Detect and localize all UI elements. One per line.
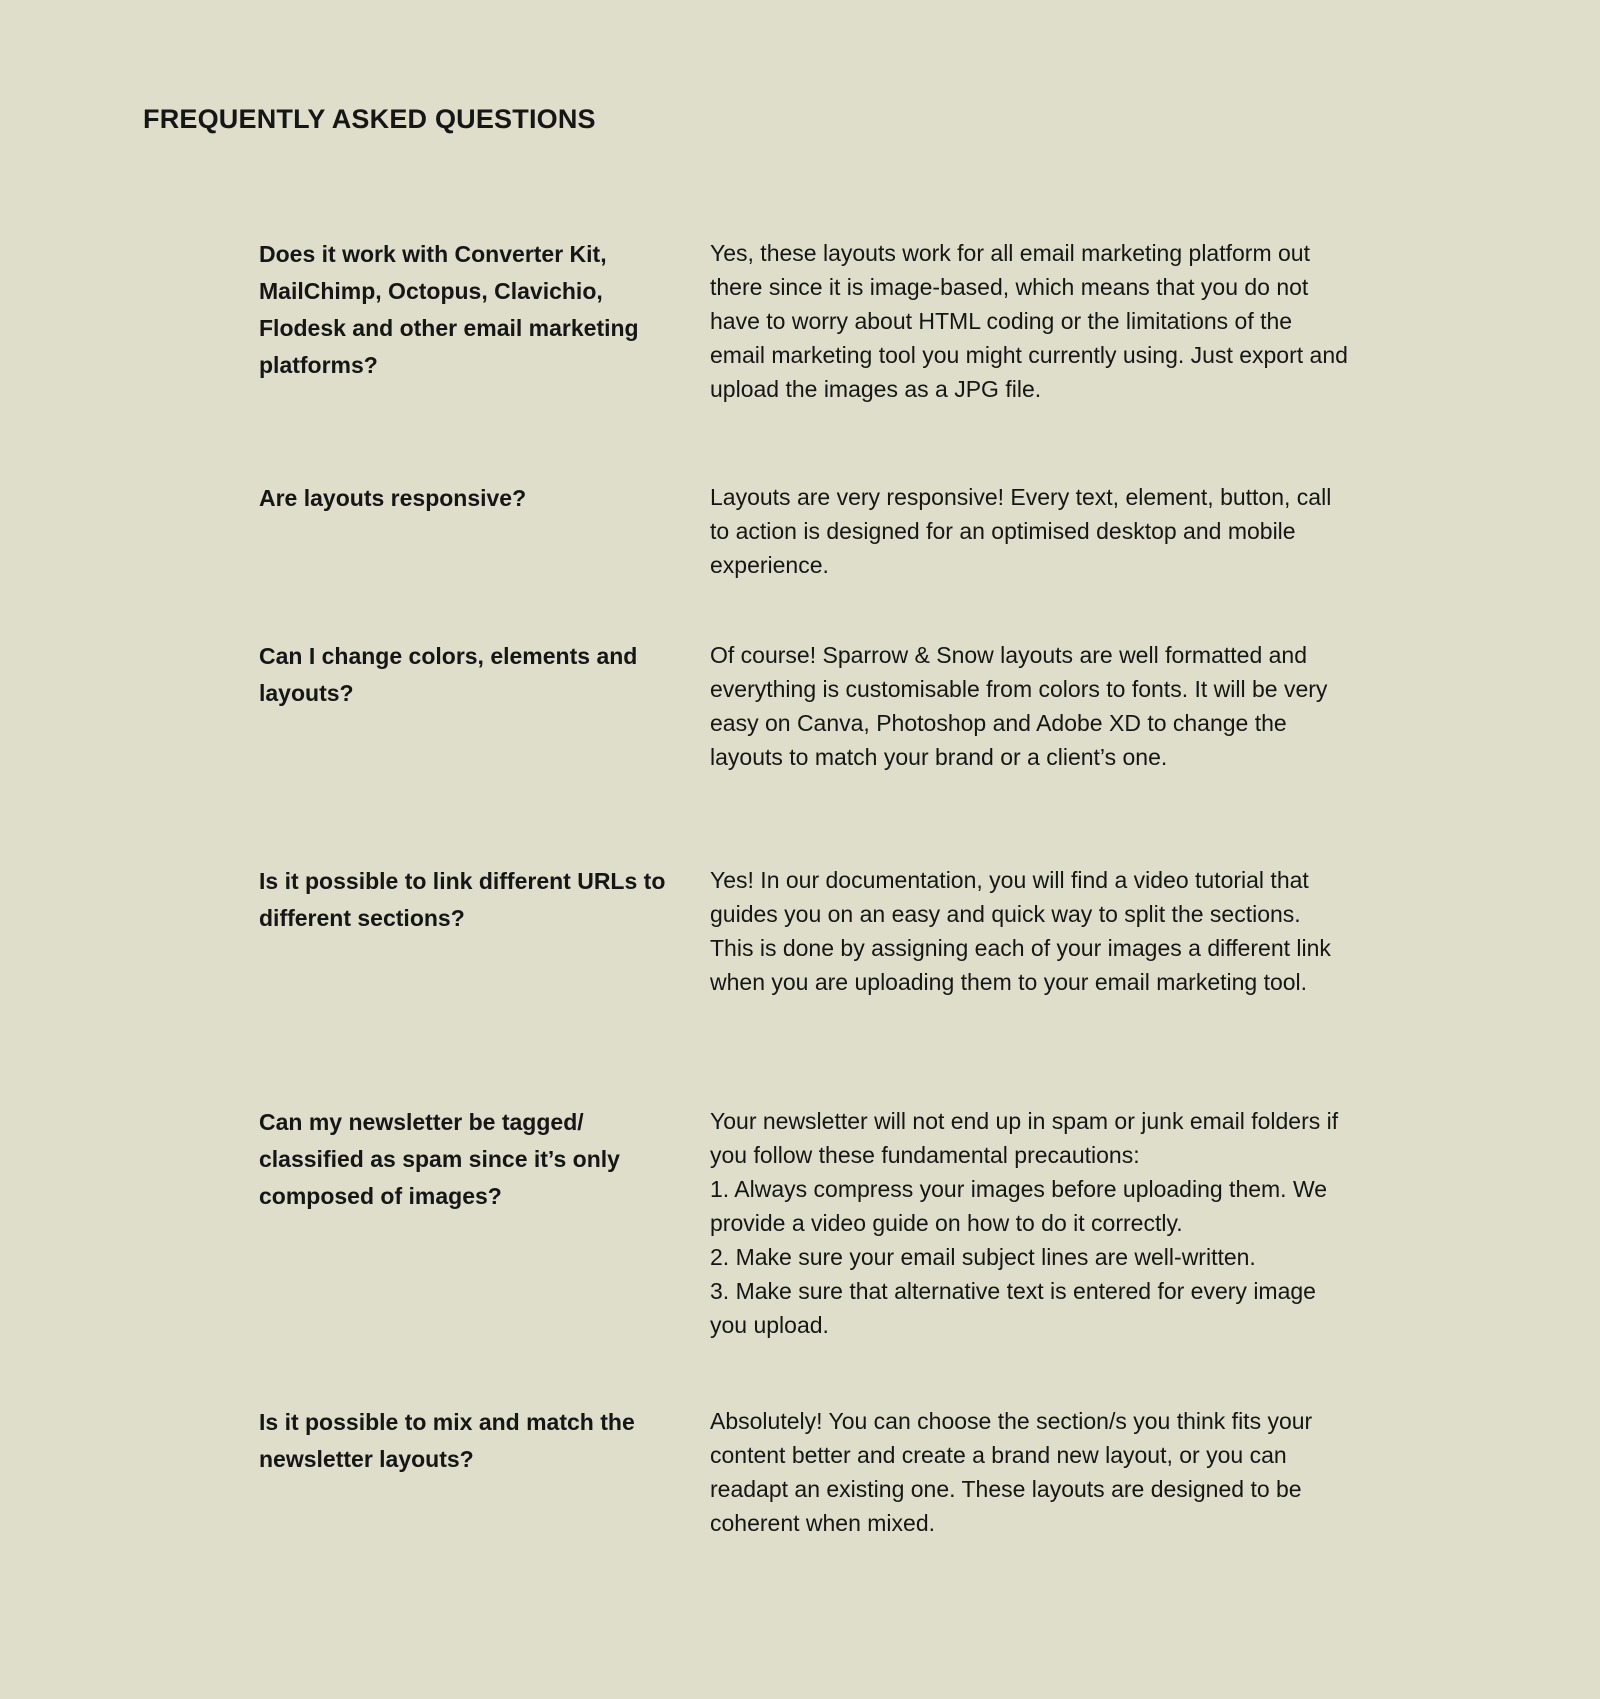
- faq-question: Can I change colors, elements and layouts?: [259, 643, 638, 706]
- faq-answer-line: Your newsletter will not end up in spam or junk email folders if you follow these fundamental precautions:: [710, 1108, 1339, 1168]
- faq-answer: Absolutely! You can choose the section/s you think fits your content better and create a brand new layout, or you can readapt an existing one. These layouts are designed to be coherent when mixed.: [710, 1408, 1313, 1536]
- faq-answer: Layouts are very responsive! Every text, element, button, call to action is designed for an optimised desktop and mobile experience.: [710, 484, 1332, 578]
- faq-answer: Yes, these layouts work for all email marketing platform out there since it is image-based, which means that you do not have to worry about HTML coding or the limitations of the email marketing tool you might currently using. Just export and upload the images as a JPG file.: [710, 240, 1348, 402]
- faq-answer: Of course! Sparrow & Snow layouts are well formatted and everything is customisable from colors to fonts. It will be very easy on Canva, Photoshop and Adobe XD to change the layouts to match your brand or a client’s one.: [710, 642, 1328, 770]
- faq-question: Can my newsletter be tagged/ classified as spam since it’s only composed of images?: [259, 1109, 620, 1209]
- faq-question: Is it possible to mix and match the newsletter layouts?: [259, 1409, 635, 1472]
- faq-question: Does it work with Converter Kit, MailChimp, Octopus, Clavichio, Flodesk and other email marketing platforms?: [259, 241, 639, 378]
- faq-answer-line: 3. Make sure that alternative text is entered for every image you upload.: [710, 1278, 1316, 1338]
- page-title: FREQUENTLY ASKED QUESTIONS: [143, 104, 596, 134]
- faq-question: Is it possible to link different URLs to different sections?: [259, 868, 666, 931]
- faq-answer-line: 2. Make sure your email subject lines are well-written.: [710, 1244, 1256, 1270]
- faq-answer: [710, 1104, 1350, 1342]
- faq-question: Are layouts responsive?: [259, 485, 527, 511]
- faq-answer: Yes! In our documentation, you will find a video tutorial that guides you on an easy and quick way to split the sections. This is done by assigning each of your images a different link when you are uploading them to your email marketing tool.: [710, 867, 1331, 995]
- faq-answer-line: 1. Always compress your images before uploading them. We provide a video guide on how to do it correctly.: [710, 1176, 1328, 1236]
